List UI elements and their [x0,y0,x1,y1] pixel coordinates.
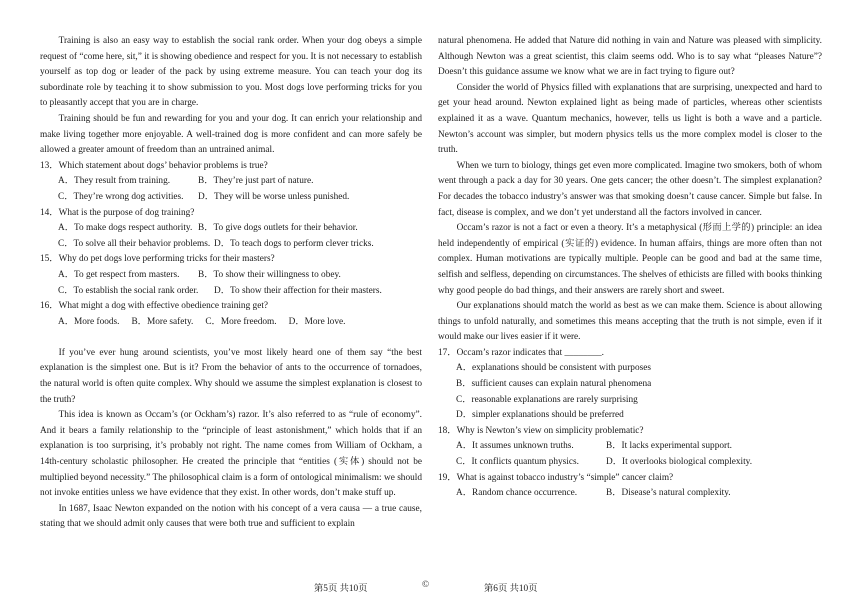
page-number-left: 第5页 共10页 [314,584,368,594]
passage-paragraph: Training is also an easy way to establish the social rank order. When your dog obeys a simple request of “come here, sit,” it is showing obedience and respect for you. It is not necessary to establish yourself as top dog or leader of the pack by using extreme measure. You can teach your dog its subordinate role by teaching it to show submission to you. Most dogs love performing tricks for you to pleasantly accept that you are in charge. [40,36,422,109]
passage-paragraph: Consider the world of Physics filled with explanations that are surprising, unexpected and hard to get your head around. Newton explained light as being made of particles, whereas other scientists explained it as a wave. Quantum mechanics, however, tells us light is both a wave and a particle. Newton’s account was simpler, but modern physics tells us the more complex model is closer to the truth. [438,82,822,156]
question-17 [438,346,822,424]
option-c: C．reasonable explanations are rarely surprising [456,394,638,405]
option-d: D．simpler explanations should be preferred [456,410,624,421]
option-a: A．Random chance occurrence. [456,488,578,499]
option-d: D．To show their affection for their masters. [214,285,382,296]
option-b: B．Disease’s natural complexity. [606,488,731,499]
option-b: B．They’re just part of nature. [198,176,314,187]
spacer [40,330,422,346]
passage-paragraph: Our explanations should match the world as best as we can make them. Science is about allowing things to unfold naturally, and sometimes this means accepting that the truth is not simple, even if it would make our lives easier if it were. [438,301,822,343]
question-stem: 17．Occam’s razor indicates that ________. [438,347,605,358]
copyright-symbol: © [422,580,430,590]
question-stem: 16．What might a dog with effective obedience training get? [40,301,269,312]
option-d: D．They will be worse unless punished. [198,191,350,202]
question-14 [40,206,422,253]
option-d: D．More love. [288,316,346,327]
option-c: C．To establish the social rank order. [58,285,199,296]
option-b: B．More safety. [131,316,194,327]
option-b: B．sufficient causes can explain natural phenomena [456,379,652,390]
question-stem: 15．Why do pet dogs love performing tricks for their masters? [40,254,275,265]
option-c: C．To solve all their behavior problems. [58,238,211,249]
option-b: B．It lacks experimental support. [606,441,732,452]
question-19 [438,471,822,502]
option-a: A．They result from training. [58,176,171,187]
passage-paragraph: When we turn to biology, things get even more complicated. Imagine two smokers, both of whom went through a pack a day for 30 years. One gets cancer; the other doesn’t. The simplest explanation? For decades the tobacco industry’s answer was that smoking doesn’t cause cancer. Simple but false. In fact, disease is complex, and we don’t yet understand all the factors involved in cancer. [438,160,822,218]
passage-paragraph: In 1687, Isaac Newton expanded on the notion with his concept of a vera causa — a true cause, stating that we should admit only causes that were both true and sufficient to explain [40,503,422,530]
option-a: A．To make dogs respect authority. [58,223,193,234]
passage-paragraph: Training should be fun and rewarding for you and your dog. It can enrich your relationship and make living together more enjoyable. A well-trained dog is more confident and can more safely be allowed a greater amount of freedom than an untrained animal. [40,113,422,156]
right-column [438,34,822,502]
left-column [40,34,422,533]
option-b: B．To show their willingness to obey. [198,269,341,280]
question-16 [40,299,422,330]
question-stem: 14．What is the purpose of dog training? [40,207,195,218]
question-13 [40,159,422,206]
question-stem: 18．Why is Newton’s view on simplicity problematic? [438,425,644,436]
option-b: B．To give dogs outlets for their behavior. [198,223,358,234]
question-stem: 19．What is against tobacco industry’s “simple” cancer claim? [438,472,674,483]
question-stem: 13．Which statement about dogs’ behavior problems is true? [40,160,268,171]
passage-paragraph: Occam’s razor is not a fact or even a theory. It’s a metaphysical (形而上学的) principle: an idea held independently of empirical (实证的) evidence. In human affairs, things are more often than not complex. Human motivations are typically multiple. People can be good and bad at the same time, selfish and selfless, depending on circumstances. The shelves of ethicists are filled with books thinking why good people do bad things, and their answers are rarely short and sweet. [438,223,822,296]
question-18 [438,424,822,471]
passage-paragraph: This idea is known as Occam’s (or Ockham’s) razor. It’s also referred to as “rule of economy”. And it bears a family relationship to the “principle of least astonishment,” which holds that if an explanation is too surprising, it’s probably not right. The name comes from William of Ockham, a 14th-century scholastic philosopher. He created the principle that “entities (实体) should not be multiplied beyond necessity.” The philosophical claim is a form of ontological minimalism: we should not invoke entities unless we have evidence that they exist. In other words, don’t make stuff up. [40,410,422,499]
option-a: A．To get respect from masters. [58,269,180,280]
passage-paragraph: natural phenomena. He added that Nature did nothing in vain and Nature was pleased with simplicity. Although Newton was a great scientist, this claim seems odd. Who is to say what “pleases Nature”? Doesn’t this guidance assume we know what we are in fact trying to figure out? [438,36,822,78]
question-15 [40,252,422,299]
option-a: A．More foods. [58,316,120,327]
option-a: A．It assumes unknown truths. [456,441,574,452]
option-c: C．They’re wrong dog activities. [58,191,184,202]
option-d: D．To teach dogs to perform clever tricks. [214,238,374,249]
page-number-right: 第6页 共10页 [484,584,538,594]
passage-paragraph: If you’ve ever hung around scientists, you’ve most likely heard one of them say “the best explanation is the simplest one. But is it? From the behavior of ants to the occurrence of tornadoes, the natural world is often quite complex. Why should we assume the simplest explanation is closest to the truth? [40,347,422,405]
option-d: D．It overlooks biological complexity. [606,457,753,468]
option-c: C．More freedom. [205,316,277,327]
option-a: A．explanations should be consistent with purposes [456,363,651,374]
option-c: C．It conflicts quantum physics. [456,457,579,468]
